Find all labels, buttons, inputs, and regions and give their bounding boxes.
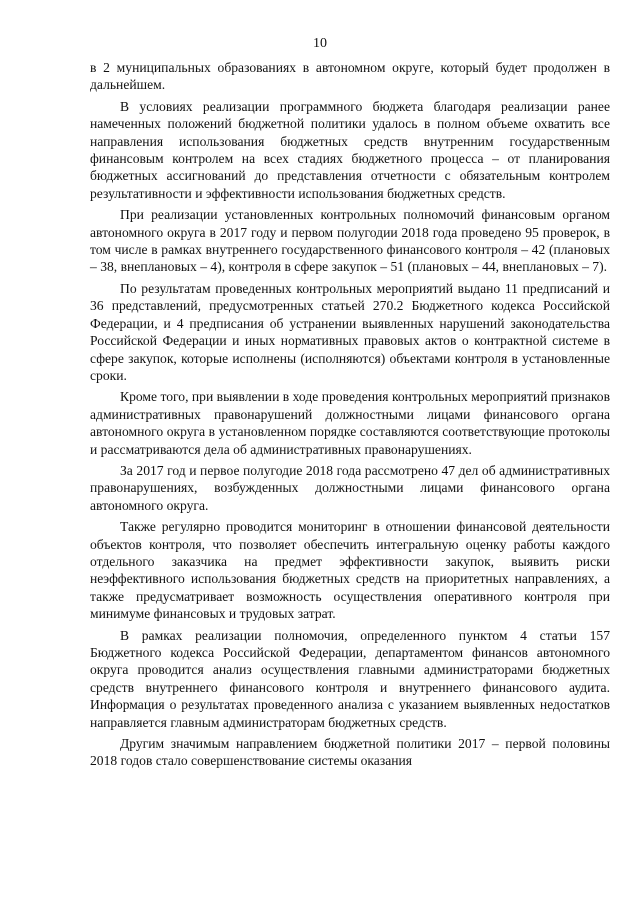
paragraph: За 2017 год и первое полугодие 2018 года рассмотрено 47 дел об административных правонарушениях, возбужденных должностными лицами финансового органа автономного округа. bbox=[90, 462, 610, 513]
paragraph: По результатам проведенных контрольных мероприятий выдано 11 предписаний и 36 представлений, предусмотренных статьей 270.2 Бюджетного кодекса Российской Федерации, и 4 предписания об устранении выявленных нарушений законодательства Российской Федерации и иных нормативных правовых актов о контрактной системе в сфере закупок, которые исполнены (исполняются) объектами контроля в установленные сроки. bbox=[90, 280, 610, 383]
document-body bbox=[90, 59, 610, 774]
paragraph: При реализации установленных контрольных полномочий финансовым органом автономного округа в 2017 году и первом полугодии 2018 года проведено 95 проверок, в том числе в рамках внутреннего государственного финансового контроля – 42 (плановых – 38, внеплановых – 4), контроля в сфере закупок – 51 (плановых – 44, внеплановых – 7). bbox=[90, 207, 610, 275]
paragraph: Другим значимым направлением бюджетной политики 2017 – первой половины 2018 годов стало совершенствование системы оказания bbox=[90, 736, 610, 769]
paragraph: Кроме того, при выявлении в ходе проведения контрольных мероприятий признаков административных правонарушений должностными лицами финансового органа автономного округа в установленном порядке составляются соответствующие протоколы и рассматриваются дела об административных правонарушениях. bbox=[90, 389, 610, 457]
paragraph: Также регулярно проводится мониторинг в отношении финансовой деятельности объектов контроля, что позволяет обеспечить интегральную оценку работы каждого отдельного заказчика на предмет эффективности закупок, выявить риски неэффективного использования бюджетных средств на приоритетных направлениях, а также предусматривает возможность осуществления оперативного контроля при минимуме финансовых и трудовых затрат. bbox=[90, 519, 610, 622]
paragraph-continuation: в 2 муниципальных образованиях в автономном округе, который будет продолжен в дальнейшем. bbox=[90, 60, 610, 93]
paragraph: В рамках реализации полномочия, определенного пунктом 4 статьи 157 Бюджетного кодекса Российской Федерации, департаментом финансов автономного округа проводится анализ осуществления главными администраторами бюджетных средств внутреннего финансового контроля и внутреннего финансового аудита. Информация о результатах проведенного анализа с указанием выявленных недостатков направляется главным администраторам бюджетных средств. bbox=[90, 627, 610, 730]
page-number: 10 bbox=[313, 36, 327, 51]
paragraph: В условиях реализации программного бюджета благодаря реализации ранее намеченных положений бюджетной политики удалось в полном объеме охватить все направления использования бюджетных средств внутренним государственным финансовым контролем на всех стадиях бюджетного процесса – от планирования бюджетных ассигнований до представления отчетности с обязательным контролем результативности и эффективности использования бюджетных средств. bbox=[90, 98, 610, 201]
